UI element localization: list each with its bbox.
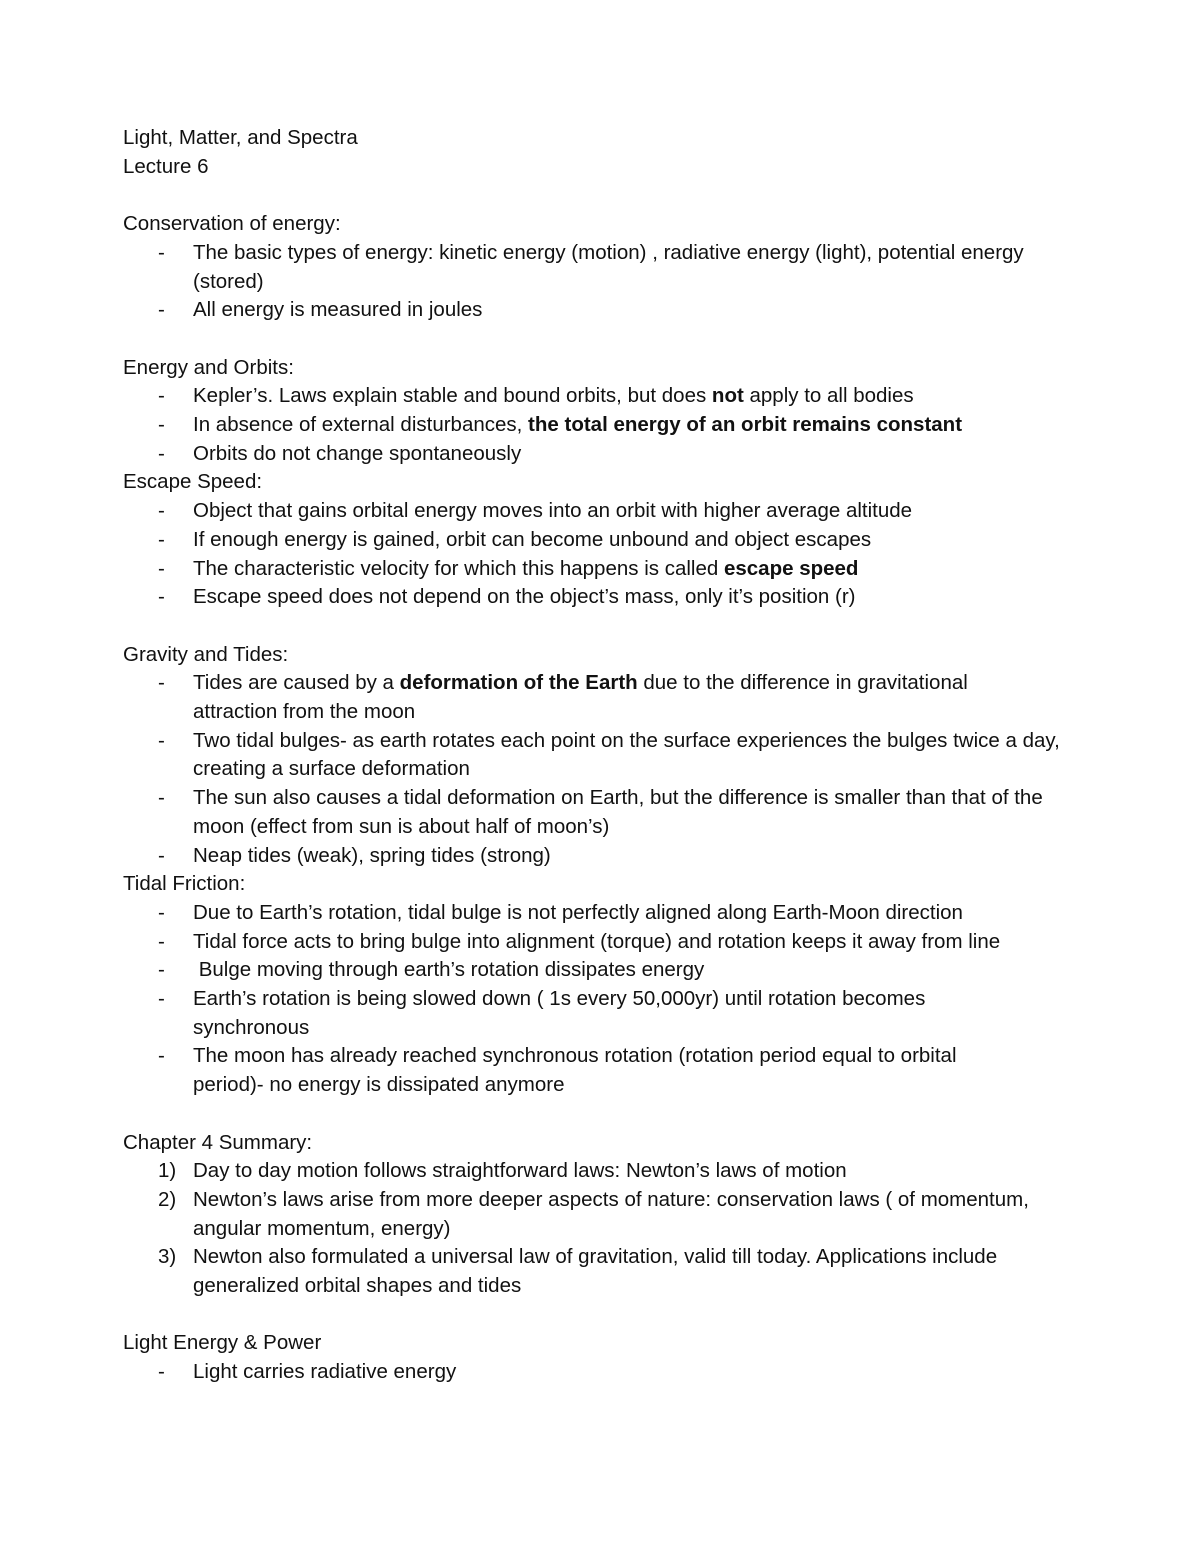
bold-text: escape speed [723,556,859,580]
list-item [123,985,1083,1042]
list-item-text: Object that gains orbital energy moves into an orbit with higher average altitude [193,499,913,523]
bullet-marker: - [158,900,165,924]
spacer [123,325,1083,354]
list-item-text: Due to Earth’s rotation, tidal bulge is not perfectly aligned along Earth-Moon direction [193,900,963,924]
section-heading-tidal-friction: Tidal Friction: [123,872,246,896]
list-item [123,411,1083,440]
bullet-marker: - [158,384,165,408]
bullet-marker: - [158,958,165,982]
text-run: Kepler’s. Laws explain stable and bound orbits, but does [193,384,712,408]
section-heading-escape-speed: Escape Speed: [123,470,263,494]
list-item [123,583,1083,612]
list-item [123,842,1083,871]
list-item-text: Neap tides (weak), spring tides (strong) [193,843,551,867]
number-marker: 2) [158,1187,177,1211]
bullet-marker: - [158,843,165,867]
bold-text: the total energy of an orbit remains constant [528,413,963,436]
list-item [123,1042,1083,1099]
section-heading-light-energy: Light Energy & Power [123,1331,322,1355]
document-subtitle: Lecture 6 [123,154,209,178]
text-run: due to the difference in gravitational attraction from the moon [193,671,968,724]
light-energy-list [123,1358,1083,1387]
bullet-marker: - [158,298,165,322]
energy-orbits-list [123,382,1083,468]
bullet-marker: - [158,1360,165,1384]
bullet-marker: - [158,585,165,609]
list-item [123,296,1083,325]
number-marker: 1) [158,1159,177,1183]
spacer [123,1301,1083,1330]
section-heading-conservation: Conservation of energy: [123,212,341,236]
list-item [123,784,1083,841]
list-item-text: Orbits do not change spontaneously [193,441,522,465]
chapter-summary-list [123,1157,1083,1301]
document-page [123,124,1083,1387]
list-item [123,956,1083,985]
escape-speed-list [123,497,1083,612]
list-item-text: Bulge moving through earth’s rotation dissipates energy [193,958,705,982]
gravity-tides-list [123,669,1083,870]
bullet-marker: - [158,1044,165,1068]
list-item-text [193,411,1083,440]
list-item [123,497,1083,526]
spacer [123,181,1083,210]
list-item [123,555,1083,584]
number-marker: 3) [158,1245,177,1269]
list-item [123,1243,1083,1300]
list-item [123,1157,1083,1186]
spacer [123,1100,1083,1129]
bullet-marker: - [158,728,165,752]
list-item-text [193,555,1083,584]
list-item-text [193,382,1083,411]
bullet-marker: - [158,987,165,1011]
list-item [123,727,1083,784]
text-run: In absence of external disturbances, [193,413,529,436]
list-item [123,526,1083,555]
bullet-marker: - [158,441,165,465]
list-item-text: The moon has already reached synchronous rotation (rotation period equal to orbital period)- no energy is dissipated anymore [193,1044,957,1097]
list-item-text: Newton’s laws arise from more deeper aspects of nature: conservation laws ( of momentum, angular momentum, energy) [193,1187,1029,1240]
section-heading-chapter-summary: Chapter 4 Summary: [123,1130,313,1154]
list-item [123,239,1083,296]
list-item [123,899,1083,928]
list-item-text: If enough energy is gained, orbit can become unbound and object escapes [193,527,872,551]
list-item [123,669,1083,726]
list-item-text: The basic types of energy: kinetic energy (motion) , radiative energy (light), potential energy (stored) [193,240,1024,293]
list-item-text: Newton also formulated a universal law of gravitation, valid till today. Applications include generalized orbital shapes and tides [193,1245,998,1298]
list-item-text: Two tidal bulges- as earth rotates each point on the surface experiences the bulges twice a day, creating a surface deformation [193,728,1060,781]
list-item-text: Light carries radiative energy [193,1360,457,1384]
bullet-marker: - [158,413,165,436]
list-item-text: All energy is measured in joules [193,298,483,322]
list-item-text: Earth’s rotation is being slowed down ( 1s every 50,000yr) until rotation becomes synchronous [193,987,926,1039]
bullet-marker: - [158,671,165,695]
list-item-text [193,669,1013,726]
list-item-text: Day to day motion follows straightforward laws: Newton’s laws of motion [193,1159,847,1183]
document-title: Light, Matter, and Spectra [123,126,358,149]
bullet-marker: - [158,929,165,953]
list-item-text: The sun also causes a tidal deformation on Earth, but the difference is smaller than that of the moon (effect from sun is about half of moon’s) [193,786,1043,838]
section-heading-gravity-tides: Gravity and Tides: [123,642,289,666]
text-run: apply to all bodies [743,384,914,408]
text-run: Tides are caused by a [193,671,400,695]
list-item [123,1186,1083,1243]
list-item [123,382,1083,411]
bold-text: deformation of the Earth [399,671,638,695]
bullet-marker: - [158,527,165,551]
list-item [123,1358,1083,1387]
conservation-list [123,239,1083,325]
spacer [123,612,1083,641]
section-heading-energy-orbits: Energy and Orbits: [123,355,294,379]
bullet-marker: - [158,240,165,264]
bullet-marker: - [158,786,165,810]
bold-text: not [711,384,744,408]
list-item [123,928,1083,957]
bullet-marker: - [158,499,165,523]
bullet-marker: - [158,556,165,580]
tidal-friction-list [123,899,1083,1100]
list-item-text: Escape speed does not depend on the object’s mass, only it’s position (r) [193,585,856,609]
list-item [123,440,1083,469]
text-run: The characteristic velocity for which this happens is called [193,556,724,580]
list-item-text: Tidal force acts to bring bulge into alignment (torque) and rotation keeps it away from line [193,929,1001,953]
